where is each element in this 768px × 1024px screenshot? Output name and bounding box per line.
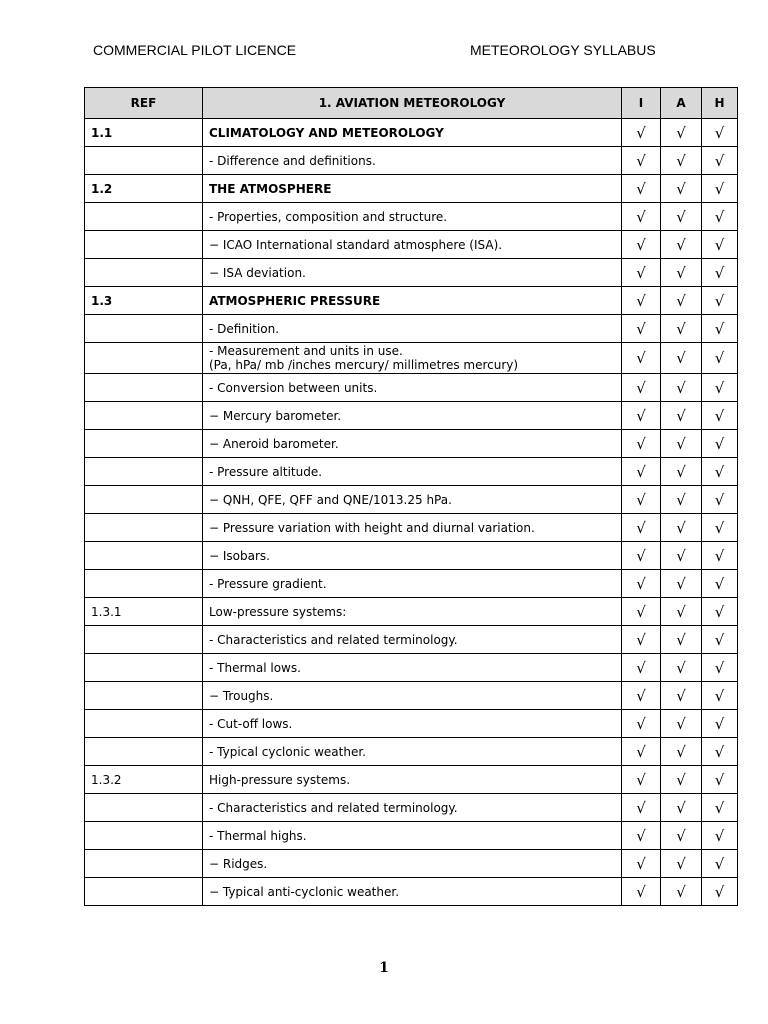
check-mark-h: √	[702, 598, 738, 626]
check-mark-a: √	[661, 374, 702, 402]
check-mark-h: √	[702, 850, 738, 878]
row-description-text: - Characteristics and related terminology.	[209, 800, 458, 815]
row-description-text: - Thermal lows.	[209, 660, 301, 675]
check-mark-h: √	[702, 315, 738, 343]
column-header-subject: 1. AVIATION METEOROLOGY	[203, 88, 622, 119]
check-mark-h: √	[702, 486, 738, 514]
row-ref	[85, 147, 203, 175]
row-description	[203, 486, 622, 514]
row-description	[203, 458, 622, 486]
row-description	[203, 598, 622, 626]
table-row	[85, 542, 738, 570]
check-mark-h: √	[702, 231, 738, 259]
row-description-text: − Typical anti-cyclonic weather.	[209, 884, 400, 899]
check-mark-a: √	[661, 486, 702, 514]
table-row	[85, 514, 738, 542]
check-mark-i: √	[622, 486, 661, 514]
row-description	[203, 570, 622, 598]
table-row	[85, 287, 738, 315]
check-mark-i: √	[622, 147, 661, 175]
row-description-text: - Measurement and units in use.	[209, 344, 403, 358]
table-row	[85, 570, 738, 598]
row-description-text: - Properties, composition and structure.	[209, 209, 448, 224]
row-ref	[85, 654, 203, 682]
row-ref: 1.3	[85, 287, 203, 315]
row-description-text: − Ridges.	[209, 856, 268, 871]
check-mark-a: √	[661, 654, 702, 682]
row-description	[203, 542, 622, 570]
check-mark-i: √	[622, 175, 661, 203]
row-description	[203, 654, 622, 682]
table-row	[85, 315, 738, 343]
row-ref	[85, 794, 203, 822]
check-mark-i: √	[622, 794, 661, 822]
row-ref	[85, 850, 203, 878]
check-mark-h: √	[702, 738, 738, 766]
check-mark-a: √	[661, 570, 702, 598]
row-description-text: − Isobars.	[209, 548, 270, 563]
row-ref	[85, 259, 203, 287]
table-row	[85, 486, 738, 514]
row-ref	[85, 822, 203, 850]
row-ref	[85, 738, 203, 766]
row-description	[203, 287, 622, 315]
check-mark-i: √	[622, 626, 661, 654]
check-mark-a: √	[661, 315, 702, 343]
check-mark-a: √	[661, 794, 702, 822]
row-description	[203, 710, 622, 738]
row-description	[203, 822, 622, 850]
check-mark-a: √	[661, 259, 702, 287]
row-description	[203, 682, 622, 710]
check-mark-h: √	[702, 514, 738, 542]
row-description-subtext: (Pa, hPa/ mb /inches mercury/ millimetres mercury)	[209, 358, 519, 372]
check-mark-h: √	[702, 147, 738, 175]
row-description-text: - Cut-off lows.	[209, 716, 293, 731]
row-ref	[85, 430, 203, 458]
row-description	[203, 175, 622, 203]
row-ref	[85, 231, 203, 259]
row-description	[203, 402, 622, 430]
check-mark-h: √	[702, 654, 738, 682]
check-mark-h: √	[702, 402, 738, 430]
check-mark-h: √	[702, 822, 738, 850]
row-description	[203, 343, 622, 374]
check-mark-h: √	[702, 287, 738, 315]
row-ref	[85, 315, 203, 343]
row-description	[203, 231, 622, 259]
check-mark-h: √	[702, 374, 738, 402]
check-mark-a: √	[661, 626, 702, 654]
column-header-h: H	[702, 88, 738, 119]
check-mark-h: √	[702, 710, 738, 738]
check-mark-i: √	[622, 598, 661, 626]
check-mark-i: √	[622, 430, 661, 458]
page-number: 1	[379, 960, 389, 976]
check-mark-h: √	[702, 682, 738, 710]
row-description-text: - Conversion between units.	[209, 380, 378, 395]
check-mark-i: √	[622, 402, 661, 430]
row-ref	[85, 542, 203, 570]
row-ref	[85, 570, 203, 598]
check-mark-a: √	[661, 850, 702, 878]
row-description-text: - Definition.	[209, 321, 280, 336]
table-row	[85, 738, 738, 766]
check-mark-a: √	[661, 878, 702, 906]
row-description-text: − Pressure variation with height and diurnal variation.	[209, 520, 535, 535]
check-mark-h: √	[702, 343, 738, 374]
table-row	[85, 682, 738, 710]
check-mark-i: √	[622, 119, 661, 147]
check-mark-h: √	[702, 626, 738, 654]
check-mark-a: √	[661, 231, 702, 259]
row-ref	[85, 682, 203, 710]
row-description-text: CLIMATOLOGY AND METEOROLOGY	[209, 125, 444, 140]
row-ref	[85, 514, 203, 542]
check-mark-h: √	[702, 878, 738, 906]
row-description-text: - Typical cyclonic weather.	[209, 744, 366, 759]
check-mark-i: √	[622, 287, 661, 315]
check-mark-a: √	[661, 147, 702, 175]
row-description	[203, 878, 622, 906]
row-description	[203, 850, 622, 878]
row-description-text: - Thermal highs.	[209, 828, 307, 843]
table-header-row	[85, 88, 738, 119]
check-mark-i: √	[622, 878, 661, 906]
row-description-text: - Characteristics and related terminology.	[209, 632, 458, 647]
row-description-text: − ICAO International standard atmosphere (ISA).	[209, 237, 503, 252]
row-description-text: − Aneroid barometer.	[209, 436, 339, 451]
row-ref: 1.1	[85, 119, 203, 147]
column-header-i: I	[622, 88, 661, 119]
table-row	[85, 147, 738, 175]
check-mark-h: √	[702, 259, 738, 287]
check-mark-a: √	[661, 598, 702, 626]
check-mark-i: √	[622, 315, 661, 343]
row-ref: 1.3.2	[85, 766, 203, 794]
table-row	[85, 598, 738, 626]
row-description-text: High-pressure systems.	[209, 772, 351, 787]
row-ref: 1.2	[85, 175, 203, 203]
column-header-ref: REF	[85, 88, 203, 119]
check-mark-h: √	[702, 766, 738, 794]
check-mark-h: √	[702, 430, 738, 458]
check-mark-i: √	[622, 738, 661, 766]
check-mark-i: √	[622, 374, 661, 402]
check-mark-i: √	[622, 542, 661, 570]
check-mark-i: √	[622, 514, 661, 542]
check-mark-h: √	[702, 203, 738, 231]
row-description	[203, 315, 622, 343]
check-mark-i: √	[622, 343, 661, 374]
check-mark-h: √	[702, 570, 738, 598]
check-mark-i: √	[622, 766, 661, 794]
check-mark-i: √	[622, 682, 661, 710]
check-mark-a: √	[661, 710, 702, 738]
row-description	[203, 430, 622, 458]
table-row	[85, 119, 738, 147]
row-description-text: Low-pressure systems:	[209, 604, 347, 619]
check-mark-i: √	[622, 259, 661, 287]
row-description-text: - Pressure gradient.	[209, 576, 327, 591]
check-mark-a: √	[661, 175, 702, 203]
check-mark-a: √	[661, 738, 702, 766]
table-row	[85, 402, 738, 430]
table-row	[85, 626, 738, 654]
row-ref	[85, 203, 203, 231]
row-description	[203, 119, 622, 147]
row-ref	[85, 878, 203, 906]
row-ref	[85, 343, 203, 374]
check-mark-a: √	[661, 542, 702, 570]
check-mark-a: √	[661, 514, 702, 542]
row-description	[203, 147, 622, 175]
row-description	[203, 738, 622, 766]
row-description	[203, 374, 622, 402]
table-row	[85, 850, 738, 878]
check-mark-i: √	[622, 458, 661, 486]
table-row	[85, 374, 738, 402]
check-mark-h: √	[702, 119, 738, 147]
row-ref	[85, 402, 203, 430]
check-mark-h: √	[702, 175, 738, 203]
check-mark-a: √	[661, 119, 702, 147]
check-mark-i: √	[622, 850, 661, 878]
column-header-a: A	[661, 88, 702, 119]
check-mark-a: √	[661, 458, 702, 486]
table-row	[85, 259, 738, 287]
row-ref	[85, 626, 203, 654]
table-row	[85, 231, 738, 259]
row-description-text: − QNH, QFE, QFF and QNE/1013.25 hPa.	[209, 492, 452, 507]
row-description-text: - Difference and definitions.	[209, 153, 376, 168]
syllabus-table	[84, 87, 738, 906]
check-mark-a: √	[661, 766, 702, 794]
row-description	[203, 514, 622, 542]
check-mark-i: √	[622, 822, 661, 850]
table-body	[85, 119, 738, 906]
table-row	[85, 766, 738, 794]
table-row	[85, 430, 738, 458]
check-mark-h: √	[702, 542, 738, 570]
check-mark-i: √	[622, 231, 661, 259]
header-left-title: COMMERCIAL PILOT LICENCE	[93, 42, 297, 58]
check-mark-i: √	[622, 654, 661, 682]
check-mark-h: √	[702, 794, 738, 822]
table-row	[85, 203, 738, 231]
table-row	[85, 794, 738, 822]
table-row	[85, 175, 738, 203]
row-description	[203, 259, 622, 287]
row-description	[203, 766, 622, 794]
check-mark-a: √	[661, 822, 702, 850]
row-description-text: ATMOSPHERIC PRESSURE	[209, 293, 381, 308]
table-row	[85, 822, 738, 850]
header-right-title: METEOROLOGY SYLLABUS	[470, 42, 656, 58]
row-description-text: − Troughs.	[209, 688, 274, 703]
table-row	[85, 710, 738, 738]
check-mark-a: √	[661, 287, 702, 315]
row-ref: 1.3.1	[85, 598, 203, 626]
row-ref	[85, 374, 203, 402]
row-ref	[85, 458, 203, 486]
row-description	[203, 626, 622, 654]
check-mark-a: √	[661, 430, 702, 458]
row-description-text: THE ATMOSPHERE	[209, 181, 332, 196]
check-mark-i: √	[622, 710, 661, 738]
row-description	[203, 203, 622, 231]
check-mark-i: √	[622, 203, 661, 231]
table-row	[85, 654, 738, 682]
table-row	[85, 878, 738, 906]
check-mark-a: √	[661, 402, 702, 430]
row-description	[203, 794, 622, 822]
table-row	[85, 343, 738, 374]
row-ref	[85, 486, 203, 514]
check-mark-a: √	[661, 203, 702, 231]
check-mark-i: √	[622, 570, 661, 598]
row-ref	[85, 710, 203, 738]
row-description-text: − ISA deviation.	[209, 265, 306, 280]
check-mark-h: √	[702, 458, 738, 486]
check-mark-a: √	[661, 343, 702, 374]
table-row	[85, 458, 738, 486]
row-description-text: − Mercury barometer.	[209, 408, 342, 423]
row-description-text: - Pressure altitude.	[209, 464, 323, 479]
check-mark-a: √	[661, 682, 702, 710]
